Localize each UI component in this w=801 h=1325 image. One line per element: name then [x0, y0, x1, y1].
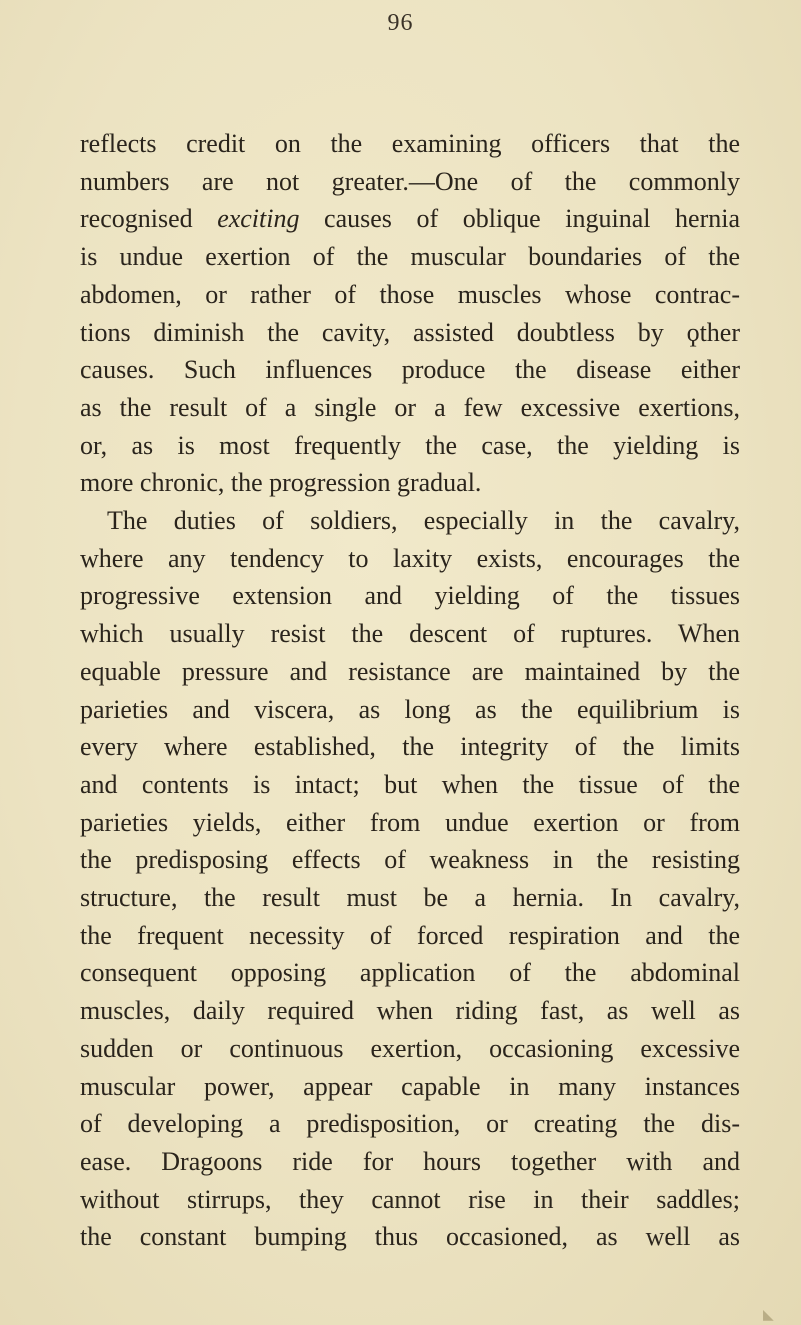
text-line: without stirrups, they cannot rise in their saddles; — [80, 1184, 740, 1214]
text-line: numbers are not greater.—One of the commonly — [80, 166, 740, 196]
text-line: reflects credit on the examining officers that the — [80, 129, 740, 158]
page-number: 96 — [387, 10, 414, 36]
text-line: of developing a predisposition, or creating the dis- — [80, 1109, 740, 1139]
text-line: causes. Such influences produce the disease either — [80, 355, 740, 385]
body-text — [80, 125, 740, 1256]
text-line: abdomen, or rather of those muscles whose contrac- — [80, 279, 740, 309]
text-line: the frequent necessity of forced respiration and the — [80, 920, 740, 950]
text-line: ease. Dragoons ride for hours together with and — [80, 1146, 740, 1176]
text-line: structure, the result must be a hernia. In cavalry, — [80, 883, 740, 913]
text-line: and contents is intact; but when the tissue of the — [80, 769, 740, 799]
text-line: sudden or continuous exertion, occasioning excessive — [80, 1033, 740, 1063]
text-line: the constant bumping thus occasioned, as well as — [80, 1222, 740, 1252]
text-line: muscular power, appear capable in many instances — [80, 1071, 740, 1101]
paper-speck-mark: ◣ — [763, 1308, 774, 1323]
text-line: progressive extension and yielding of the tissues — [80, 581, 740, 611]
text-line: muscles, daily required when riding fast, as well as — [80, 996, 740, 1026]
text-line: is undue exertion of the muscular boundaries of the — [80, 242, 740, 272]
text-line-paragraph-start: The duties of soldiers, especially in the cavalry, — [107, 506, 740, 536]
text-line: equable pressure and resistance are maintained by the — [80, 656, 740, 686]
text-line: as the result of a single or a few excessive exertions, — [80, 392, 740, 422]
text-line: recognised exciting causes of oblique inguinal hernia — [80, 204, 740, 234]
text-line: parieties and viscera, as long as the equilibrium is — [80, 694, 740, 724]
text-line: the predisposing effects of weakness in the resisting — [80, 845, 740, 875]
emphasis-exciting: exciting — [217, 204, 300, 234]
text-line: which usually resist the descent of ruptures. When — [80, 619, 740, 649]
text-line: where any tendency to laxity exists, encourages the — [80, 543, 740, 573]
text-line: every where established, the integrity of the limits — [80, 732, 740, 762]
text-line: or, as is most frequently the case, the yielding is — [80, 430, 740, 460]
text-line: more chronic, the progression gradual. — [80, 468, 482, 498]
text-line: consequent opposing application of the abdominal — [80, 958, 740, 988]
text-line: parieties yields, either from undue exertion or from — [80, 807, 740, 837]
text-line: tions diminish the cavity, assisted doubtless by ϙther — [80, 317, 740, 347]
